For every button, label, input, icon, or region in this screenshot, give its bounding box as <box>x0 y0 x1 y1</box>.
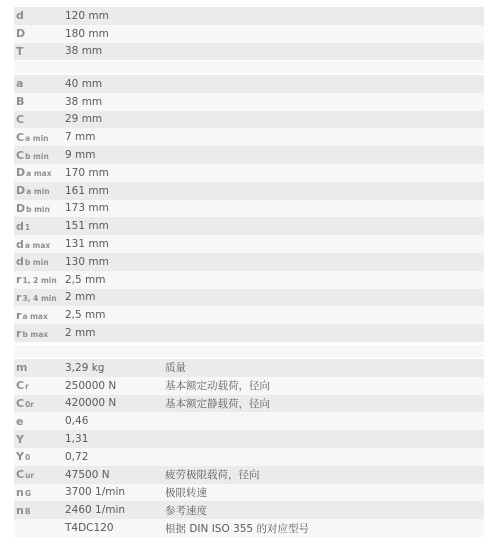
row-value: 38 mm <box>65 45 103 58</box>
row-value: 0,72 <box>65 450 89 463</box>
symbol-letter: r <box>16 326 22 340</box>
row-symbol <box>14 166 65 179</box>
symbol-subscript: 1, 2 min <box>22 276 57 286</box>
table-row <box>14 111 484 129</box>
symbol-letter: C <box>16 130 25 144</box>
table-row <box>14 146 484 164</box>
row-value: 180 mm <box>65 27 109 40</box>
symbol-letter: C <box>16 112 25 126</box>
symbol-subscript: 3, 4 min <box>22 293 57 303</box>
symbol-letter: D <box>16 27 26 41</box>
group-spacer <box>14 345 484 357</box>
table-row <box>14 43 484 61</box>
symbol-letter: n <box>16 485 24 499</box>
row-symbol <box>14 255 65 268</box>
table-row <box>14 75 484 93</box>
table-row <box>14 164 484 182</box>
row-value: 29 mm <box>65 113 103 126</box>
table-row <box>14 519 484 537</box>
symbol-letter: C <box>16 148 25 162</box>
symbol-letter: D <box>16 184 26 198</box>
table-row <box>14 501 484 519</box>
table-row <box>14 430 484 448</box>
symbol-letter: C <box>16 379 25 393</box>
table-row <box>14 466 484 484</box>
table-row <box>14 93 484 111</box>
row-value: 120 mm <box>65 9 109 22</box>
row-symbol <box>14 468 65 481</box>
symbol-subscript: b min <box>26 204 50 214</box>
symbol-subscript: b min <box>25 151 49 161</box>
row-symbol <box>14 45 65 58</box>
table-row <box>14 412 484 430</box>
symbol-subscript: b min <box>24 258 49 268</box>
symbol-letter: D <box>16 201 26 215</box>
table-row <box>14 128 484 146</box>
symbol-letter: Y <box>16 432 24 446</box>
row-value: 2,5 mm <box>65 309 106 322</box>
symbol-subscript: r <box>25 382 29 392</box>
table-row <box>14 271 484 289</box>
row-value: 3700 1/min <box>65 486 126 499</box>
symbol-letter: C <box>16 396 25 410</box>
symbol-letter: B <box>16 95 25 109</box>
row-description: 根据 DIN ISO 355 的对应型号 <box>165 522 309 535</box>
row-symbol <box>14 327 65 340</box>
row-symbol <box>14 504 65 517</box>
table-row <box>14 25 484 43</box>
row-symbol <box>14 220 65 233</box>
symbol-letter: m <box>16 361 28 375</box>
symbol-subscript: a max <box>22 311 48 321</box>
symbol-subscript: 1 <box>24 222 31 232</box>
symbol-letter: d <box>16 255 24 269</box>
table-row <box>14 324 484 342</box>
symbol-letter: d <box>16 9 24 23</box>
row-description: 质量 <box>165 362 186 375</box>
row-value: T4DC120 <box>65 522 114 535</box>
row-symbol <box>14 486 65 499</box>
symbol-subscript: 0r <box>25 399 34 409</box>
row-value: 2 mm <box>65 327 96 340</box>
row-value: 131 mm <box>65 238 109 251</box>
row-symbol <box>14 27 65 40</box>
row-description: 极限转速 <box>165 486 207 499</box>
row-value: 38 mm <box>65 95 103 108</box>
table-row <box>14 217 484 235</box>
row-value: 0,46 <box>65 415 89 428</box>
row-symbol <box>14 95 65 108</box>
row-symbol <box>14 415 65 428</box>
abutment-dimensions-group <box>14 75 484 342</box>
symbol-subscript: G <box>24 488 31 498</box>
table-row <box>14 182 484 200</box>
symbol-subscript: a min <box>25 133 49 143</box>
symbol-letter: n <box>16 503 24 517</box>
symbol-subscript: a max <box>26 169 52 179</box>
symbol-letter: r <box>16 273 22 287</box>
symbol-letter: C <box>16 468 25 482</box>
row-value: 2,5 mm <box>65 273 106 286</box>
row-value: 250000 N <box>65 379 117 392</box>
row-value: 420000 N <box>65 397 117 410</box>
row-value: 2460 1/min <box>65 504 126 517</box>
row-symbol <box>14 450 65 463</box>
symbol-subscript: a min <box>26 187 50 197</box>
symbol-letter: D <box>16 166 26 180</box>
table-row <box>14 235 484 253</box>
row-value: 161 mm <box>65 184 109 197</box>
row-description: 基本额定静载荷，径向 <box>165 397 270 410</box>
table-row <box>14 289 484 307</box>
symbol-letter: r <box>16 308 22 322</box>
calculation-data-group <box>14 359 484 537</box>
row-symbol <box>14 379 65 392</box>
table-row <box>14 359 484 377</box>
row-value: 173 mm <box>65 202 109 215</box>
row-value: 130 mm <box>65 255 109 268</box>
row-symbol <box>14 397 65 410</box>
symbol-letter: a <box>16 77 24 91</box>
symbol-subscript: B <box>24 506 31 516</box>
symbol-letter: r <box>16 290 22 304</box>
row-symbol <box>14 238 65 251</box>
table-row <box>14 448 484 466</box>
symbol-letter: d <box>16 237 24 251</box>
group-spacer <box>14 61 484 73</box>
table-row <box>14 253 484 271</box>
row-value: 1,31 <box>65 433 89 446</box>
row-description: 基本额定动载荷，径向 <box>165 380 270 393</box>
row-value: 7 mm <box>65 131 96 144</box>
row-symbol <box>14 291 65 304</box>
symbol-letter: d <box>16 219 24 233</box>
symbol-letter: e <box>16 414 24 428</box>
symbol-subscript: a max <box>24 240 51 250</box>
symbol-letter: Y <box>16 450 24 464</box>
row-symbol <box>14 9 65 22</box>
row-value: 170 mm <box>65 166 109 179</box>
row-description: 疲劳极限载荷，径向 <box>165 469 260 482</box>
symbol-subscript: 0 <box>24 453 31 463</box>
row-symbol <box>14 202 65 215</box>
row-symbol <box>14 309 65 322</box>
table-row <box>14 200 484 218</box>
row-symbol <box>14 184 65 197</box>
row-symbol <box>14 131 65 144</box>
row-symbol <box>14 361 65 374</box>
row-symbol <box>14 273 65 286</box>
row-value: 3,29 kg <box>65 361 105 374</box>
row-symbol <box>14 77 65 90</box>
symbol-letter: T <box>16 44 24 58</box>
table-row <box>14 395 484 413</box>
symbol-subscript: b max <box>22 329 49 339</box>
row-value: 40 mm <box>65 77 103 90</box>
row-value: 47500 N <box>65 468 110 481</box>
table-row <box>14 484 484 502</box>
row-value: 9 mm <box>65 149 96 162</box>
row-description: 参考速度 <box>165 504 207 517</box>
row-symbol <box>14 433 65 446</box>
row-symbol <box>14 113 65 126</box>
dimensions-group <box>14 7 484 60</box>
table-row <box>14 7 484 25</box>
table-row <box>14 377 484 395</box>
symbol-subscript: ur <box>25 471 35 481</box>
table-row <box>14 306 484 324</box>
row-symbol <box>14 149 65 162</box>
row-value: 2 mm <box>65 291 96 304</box>
row-value: 151 mm <box>65 220 109 233</box>
